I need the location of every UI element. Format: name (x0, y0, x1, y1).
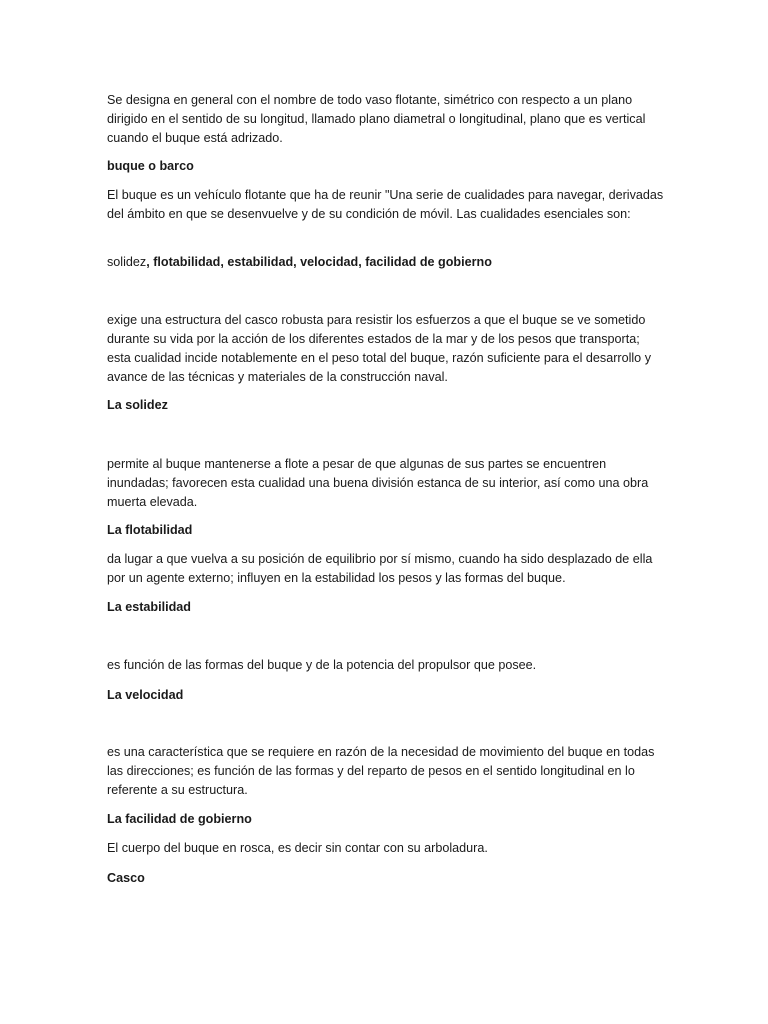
heading-la-solidez: La solidez (107, 398, 168, 412)
flotabilidad-definition-paragraph: permite al buque mantenerse a flote a pesar de que algunas de sus partes se encuentren inundadas; favorecen esta cualidad una buena división estanca de su interior, así como una obra muerta elevada. (107, 457, 649, 509)
heading-la-facilidad-de-gobierno: La facilidad de gobierno (107, 812, 252, 826)
qualities-list: , flotabilidad, estabilidad, velocidad, facilidad de gobierno (146, 255, 492, 269)
estabilidad-definition-paragraph: da lugar a que vuelva a su posición de equilibrio por sí mismo, cuando ha sido desplazado de ella por un agente externo; influyen en la estabilidad los pesos y las formas del buque. (107, 552, 653, 585)
heading-la-estabilidad: La estabilidad (107, 600, 191, 614)
heading-casco: Casco (107, 871, 145, 885)
intro-paragraph: Se designa en general con el nombre de todo vaso flotante, simétrico con respecto a un plano dirigido en el sentido de su longitud, llamado plano diametral o longitudinal, plano que es vertical cuando el buque está adrizado. (107, 93, 646, 145)
solidez-definition-paragraph: exige una estructura del casco robusta para resistir los esfuerzos a que el buque se ve sometido durante su vida por la acción de los diferentes estados de la mar y de los pesos que transporta; esta cualidad incide notablemente en el peso total del buque, razón suficiente para el desarrollo y avance de las técnicas y materiales de la construcción naval. (107, 313, 651, 384)
heading-la-velocidad: La velocidad (107, 688, 184, 702)
casco-definition-paragraph: El cuerpo del buque en rosca, es decir sin contar con su arboladura. (107, 841, 488, 855)
buque-definition-paragraph: El buque es un vehículo flotante que ha de reunir "Una serie de cualidades para navegar, derivadas del ámbito en que se desenvuelve y de su condición de móvil. Las cualidades esenciales son: (107, 188, 664, 221)
gobierno-definition-paragraph: es una característica que se requiere en razón de la necesidad de movimiento del buque en todas las direcciones; es función de las formas y del reparto de pesos en el sentido longitudinal en lo referente a su estructura. (107, 745, 655, 797)
qualities-prefix: solidez (107, 255, 147, 269)
qualities-line (107, 253, 667, 272)
velocidad-definition-paragraph: es función de las formas del buque y de la potencia del propulsor que posee. (107, 658, 537, 672)
heading-buque-o-barco: buque o barco (107, 159, 194, 173)
heading-la-flotabilidad: La flotabilidad (107, 523, 193, 537)
